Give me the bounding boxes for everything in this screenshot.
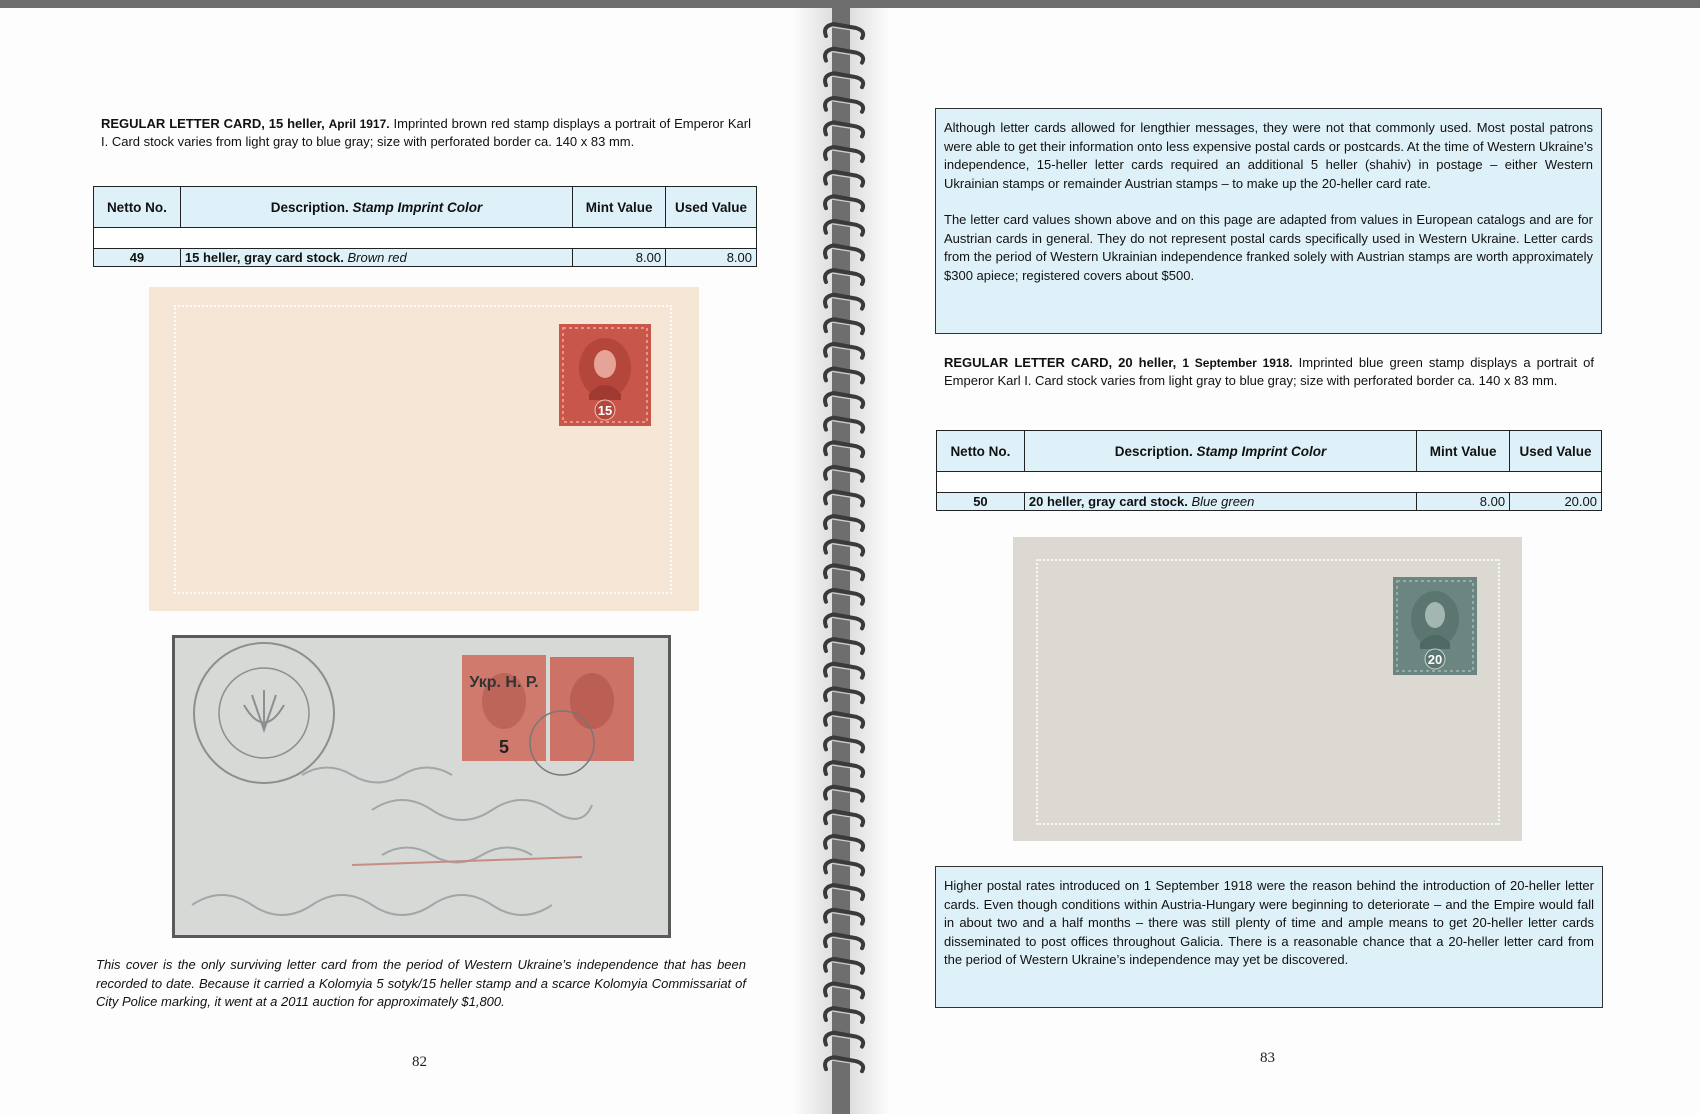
right-page — [850, 8, 1700, 1114]
cell-used-value: 8.00 — [666, 249, 757, 267]
letter-card-15-intro — [101, 115, 751, 151]
table-spacer-row — [94, 228, 757, 249]
spiral-coil — [825, 762, 863, 776]
spiral-coil — [825, 959, 863, 973]
page-number-right: 83 — [1260, 1050, 1275, 1066]
intro-text: Imprinted brown red stamp displays a portrait of Emperor Karl I. Card stock varies from light gray to blue gray; size with perforated border ca. 140 x 83 mm. — [101, 116, 751, 149]
spiral-coil — [825, 516, 863, 530]
spiral-coil — [825, 172, 863, 186]
price-table-15 — [93, 186, 757, 267]
spiral-coil — [825, 885, 863, 899]
intro-heading: REGULAR LETTER CARD, 20 heller, — [944, 355, 1177, 370]
spiral-coil — [825, 565, 863, 579]
svg-text:20: 20 — [1427, 652, 1443, 667]
cell-description: 20 heller, gray card stock. Blue green — [1024, 493, 1416, 511]
letter-card-20-image — [1013, 537, 1522, 841]
spiral-coil — [825, 221, 863, 235]
header-mint-value: Mint Value — [1417, 431, 1510, 472]
used-cover-image — [172, 635, 671, 938]
table-header-row — [937, 431, 1602, 472]
spiral-coil — [825, 344, 863, 358]
spiral-coil — [825, 393, 863, 407]
header-netto-no: Netto No. — [94, 187, 181, 228]
spiral-coil — [825, 98, 863, 112]
table-spacer-row — [937, 472, 1602, 493]
table-header-row — [94, 187, 757, 228]
spiral-coil — [825, 442, 863, 456]
svg-text:5: 5 — [498, 737, 510, 757]
cell-description: 15 heller, gray card stock. Brown red — [180, 249, 572, 267]
spiral-coil — [825, 737, 863, 751]
intro-date: April 1917. — [328, 117, 390, 131]
cell-used-value: 20.00 — [1510, 493, 1602, 511]
header-description: Description. Stamp Imprint Color — [180, 187, 572, 228]
spiral-coil — [825, 590, 863, 604]
letter-card-15-image — [149, 287, 699, 611]
svg-text:Укр. Н. Р.: Укр. Н. Р. — [469, 674, 539, 691]
price-table-20 — [936, 430, 1602, 511]
spiral-coil — [825, 49, 863, 63]
stamp-15-heller — [559, 324, 651, 426]
note-paragraph-2: The letter card values shown above and on this page are adapted from values in European catalogs and are for Austrian cards in general. They do not represent postal cards specifically used in Western Ukraine. Letter cards from the period of Western Ukrainian independence franked solely with Austrian stamps are worth approximately $300 apiece; registered covers about $500. — [944, 212, 1593, 283]
intro-text: Imprinted blue green stamp displays a portrait of Emperor Karl I. Card stock varies from light gray to blue gray; size with perforated border ca. 140 x 83 mm. — [944, 355, 1594, 388]
cell-netto-no: 49 — [94, 249, 181, 267]
spiral-coil — [825, 1033, 863, 1047]
intro-heading: REGULAR LETTER CARD, 15 heller, — [101, 116, 325, 131]
header-description: Description. Stamp Imprint Color — [1024, 431, 1416, 472]
spiral-coil — [825, 614, 863, 628]
spiral-coil — [825, 418, 863, 432]
intro-date: 1 September 1918. — [1182, 356, 1293, 370]
spiral-coil — [825, 836, 863, 850]
spiral-coil — [825, 541, 863, 555]
spiral-coil — [825, 122, 863, 136]
cell-mint-value: 8.00 — [1417, 493, 1510, 511]
spiral-coil — [825, 688, 863, 702]
spiral-coil — [825, 467, 863, 481]
table-row — [937, 493, 1602, 511]
spiral-coil — [825, 270, 863, 284]
spiral-coil — [825, 73, 863, 87]
header-mint-value: Mint Value — [573, 187, 666, 228]
spiral-coil — [825, 368, 863, 382]
spiral-coil — [825, 811, 863, 825]
spiral-coil — [825, 983, 863, 997]
spiral-coil — [825, 147, 863, 161]
spiral-coil — [825, 196, 863, 210]
table-row — [94, 249, 757, 267]
spiral-coil — [825, 24, 863, 38]
spiral-coil — [825, 860, 863, 874]
header-netto-no: Netto No. — [937, 431, 1025, 472]
spiral-coil — [825, 639, 863, 653]
spiral-coil — [825, 319, 863, 333]
cell-netto-no: 50 — [937, 493, 1025, 511]
spiral-coil — [825, 295, 863, 309]
page-number-left: 82 — [412, 1054, 427, 1070]
spiral-coil — [825, 664, 863, 678]
note-paragraph-1: Although letter cards allowed for lengthier messages, they were not that commonly used. Most postal patrons were able to get their information onto less expensive postal cards or postcards. At the time of Western Ukraine’s independence, 15-heller letter cards required an additional 5 heller (shahiv) in postage – either Western Ukrainian stamps or remainder Austrian stamps – to make up the 20-heller card rate. — [944, 120, 1593, 191]
spiral-binding — [812, 18, 876, 1098]
spiral-coil — [825, 491, 863, 505]
spiral-coil — [825, 1008, 863, 1022]
letter-card-usage-note — [935, 108, 1602, 334]
spiral-coil — [825, 910, 863, 924]
rate-change-note — [935, 866, 1603, 1008]
spiral-coil — [825, 713, 863, 727]
spiral-coil — [825, 934, 863, 948]
header-used-value: Used Value — [1510, 431, 1602, 472]
cover-caption: This cover is the only surviving letter card from the period of Western Ukraine’s independence that has been recorded to date. Because it carried a Kolomyia 5 sotyk/15 heller stamp and a scarce Kolomyia Commissariat of City Police marking, it went at a 2011 auction for approximately $1,800. — [96, 957, 746, 1009]
letter-card-20-intro — [944, 354, 1594, 390]
header-used-value: Used Value — [666, 187, 757, 228]
spiral-coil — [825, 245, 863, 259]
svg-text:15: 15 — [597, 403, 613, 418]
spiral-coil — [825, 1057, 863, 1071]
spiral-coil — [825, 787, 863, 801]
left-page — [0, 8, 832, 1114]
stamp-20-heller — [1393, 577, 1477, 675]
cell-mint-value: 8.00 — [573, 249, 666, 267]
note-paragraph: Higher postal rates introduced on 1 September 1918 were the reason behind the introduction of 20-heller letter cards. Even though conditions within Austria-Hungary were beginning to deteriorate – and the Empire would fall in about two and a half months – there was still plenty of time and ample means to get 20-heller letter cards disseminated to post offices throughout Galicia. There is a reasonable chance that a 20-heller letter card from the period of Western Ukraine’s independence may yet be discovered. — [944, 878, 1594, 967]
